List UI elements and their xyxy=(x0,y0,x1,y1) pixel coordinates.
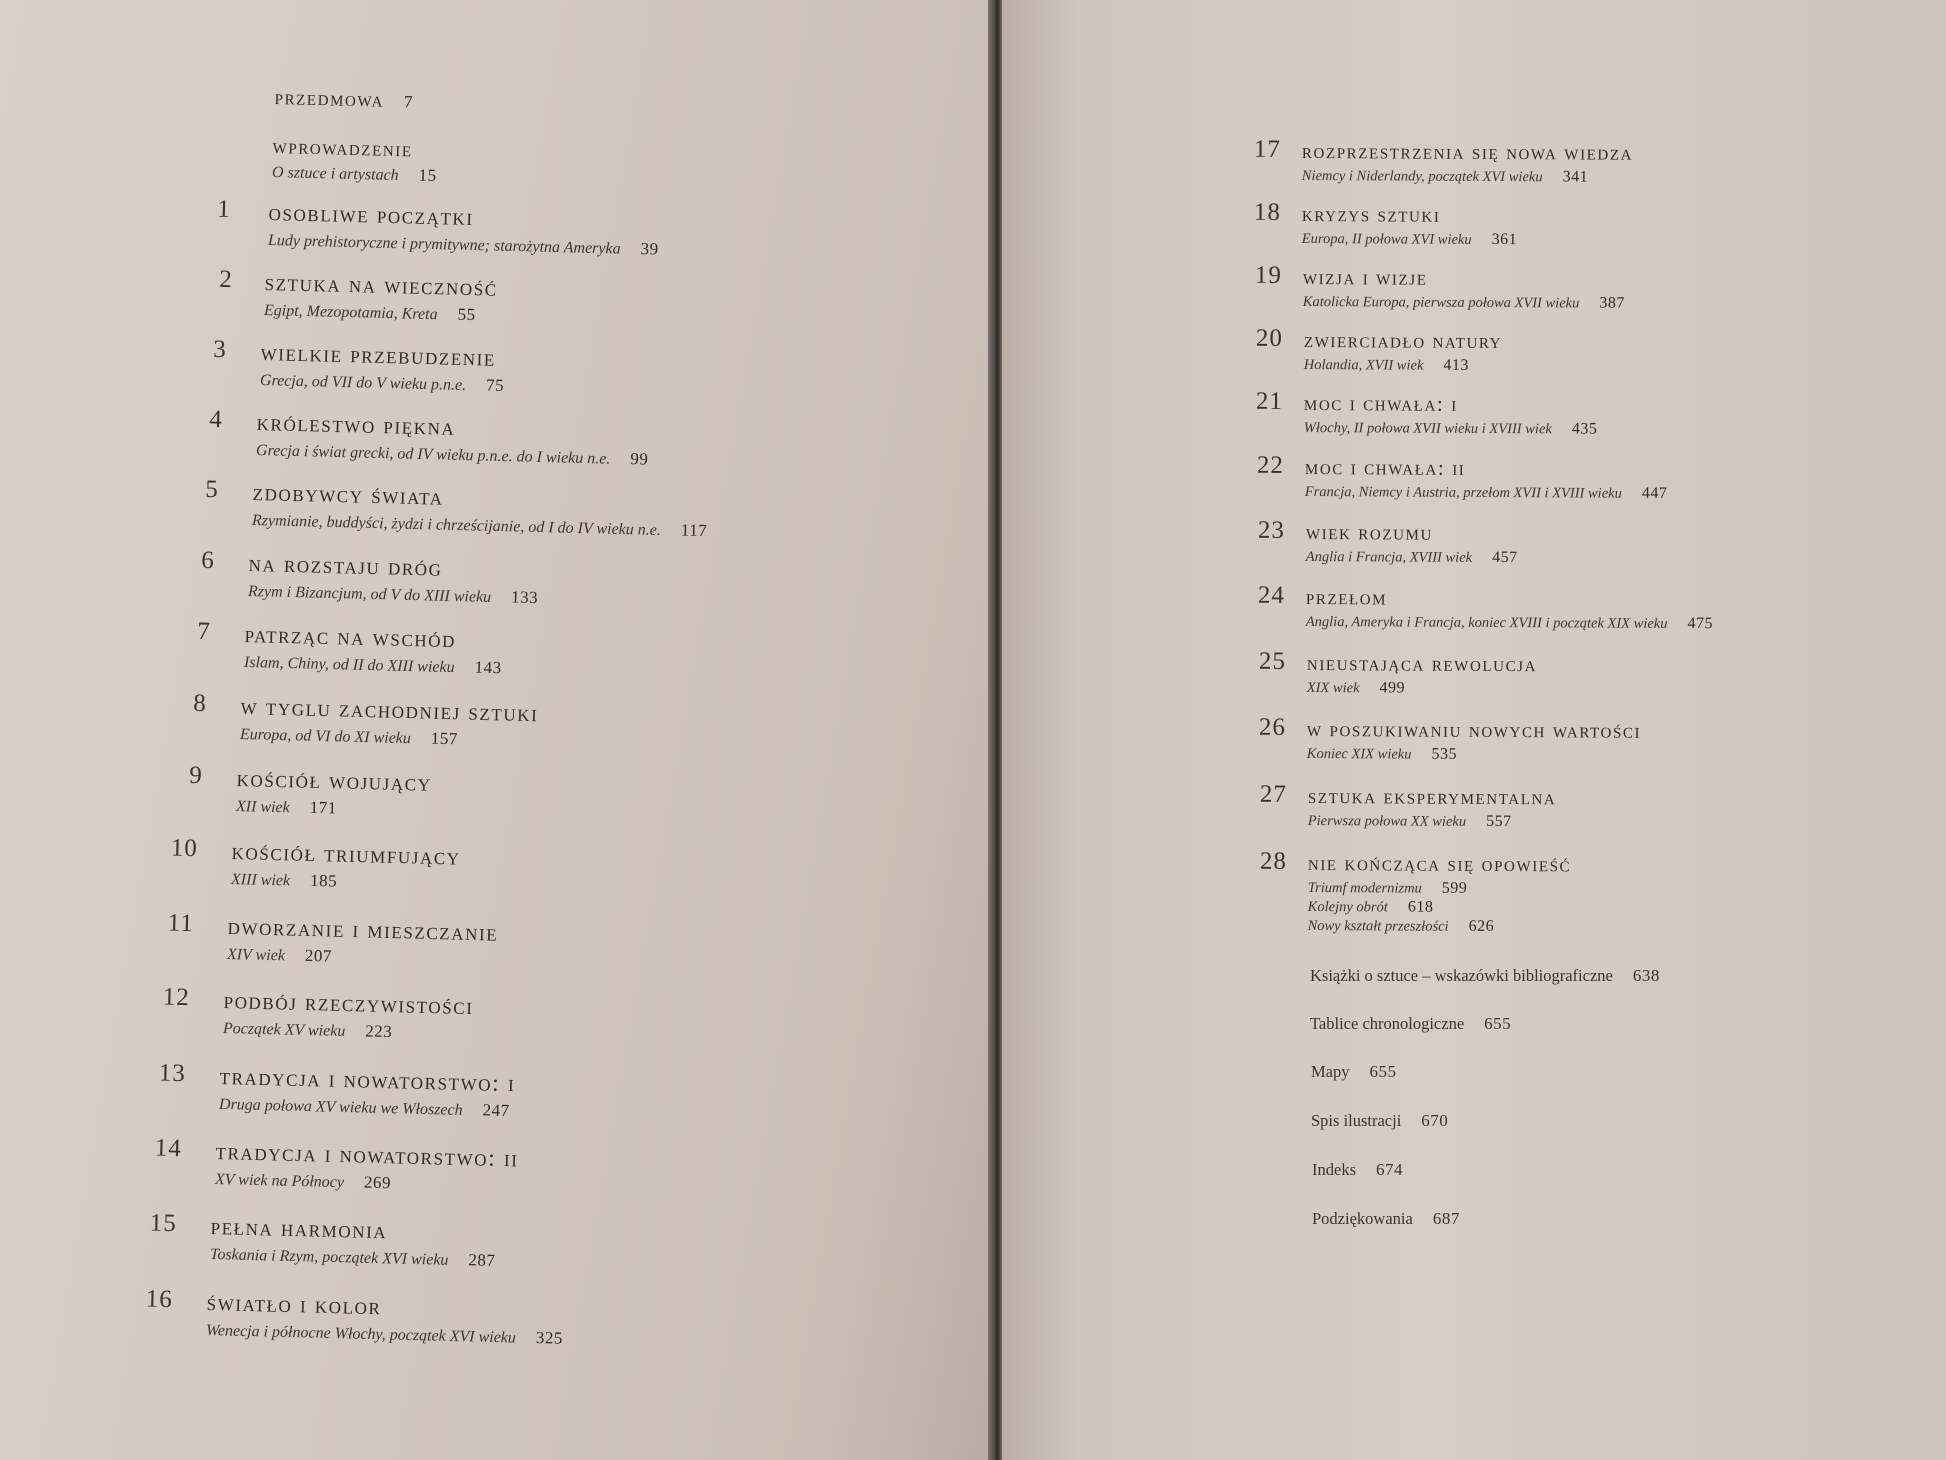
chapter-number: 23 xyxy=(1257,516,1286,544)
toc-entry xyxy=(218,265,499,326)
chapter-number: 17 xyxy=(1253,135,1282,163)
right-page xyxy=(1002,0,1946,1460)
chapter-number: 20 xyxy=(1255,324,1284,352)
chapter-number: 3 xyxy=(212,335,228,364)
entry-title: kościół wojujący xyxy=(236,766,432,797)
back-matter-item xyxy=(1312,1160,1403,1180)
entry-subtitle: Islam, Chiny, od II do XIII wieku xyxy=(243,653,455,677)
back-matter-title: Podziękowania xyxy=(1312,1209,1413,1228)
toc-entry xyxy=(1257,516,1518,567)
chapter-number: 1 xyxy=(216,195,232,224)
entry-title: nie kończąca się opowieść xyxy=(1307,851,1572,877)
entry-page: 475 xyxy=(1687,614,1714,633)
entry-title: kościół triumfujący xyxy=(231,839,462,871)
subsection-page: 626 xyxy=(1468,917,1495,935)
entry-title: patrząc na wschód xyxy=(244,622,457,654)
entry-subtitle: Koniec XIX wieku xyxy=(1306,745,1412,763)
entry-subtitle: XII wiek xyxy=(235,797,290,817)
entry-page: 499 xyxy=(1379,679,1406,697)
entry-page: 15 xyxy=(418,165,437,186)
back-matter-title: Książki o sztuce – wskazówki bibliograficzne xyxy=(1310,966,1613,985)
entry-title: osobliwe początki xyxy=(268,200,475,232)
entry-page: 171 xyxy=(309,797,337,818)
toc-entry xyxy=(1258,647,1538,698)
entry-title: kryzys sztuki xyxy=(1301,202,1441,227)
chapter-number: 15 xyxy=(149,1209,178,1238)
back-matter-item xyxy=(1311,1062,1397,1082)
chapter-number: 7 xyxy=(196,617,212,646)
entry-page: 133 xyxy=(510,587,539,608)
entry-subtitle: Holandia, XVII wiek xyxy=(1303,356,1424,374)
entry-page: 457 xyxy=(1492,548,1518,567)
entry-title: przedmowa xyxy=(274,84,385,112)
entry-title: przełom xyxy=(1305,585,1388,610)
chapter-number: 16 xyxy=(145,1285,174,1314)
entry-subtitle: Rzym i Bizancjum, od V do XIII wieku xyxy=(247,582,492,606)
entry-title: w tyglu zachodniej sztuki xyxy=(240,694,539,728)
entry-title: zwierciadło natury xyxy=(1303,328,1503,354)
entry-page: 413 xyxy=(1443,356,1469,374)
chapter-number: 9 xyxy=(188,761,204,790)
entry-title: rozprzestrzenia się nowa wiedza xyxy=(1301,139,1634,165)
entry-subtitle: XV wiek na Północy xyxy=(214,1170,345,1192)
subsection-line xyxy=(1308,879,1571,898)
toc-entry xyxy=(1259,780,1557,831)
toc-right xyxy=(1002,0,1946,1460)
subsection-page: 618 xyxy=(1407,898,1434,916)
entry-subtitle: Rzymianie, buddyści, żydzi i chrześcijanie, od I do IV wieku n.e. xyxy=(251,511,662,539)
chapter-number: 10 xyxy=(170,834,199,863)
entry-page: 185 xyxy=(309,870,338,891)
chapter-number: 26 xyxy=(1258,713,1287,741)
chapter-number: 25 xyxy=(1258,647,1287,675)
entry-title: podbój rzeczywistości xyxy=(223,988,474,1021)
toc-entry-28 xyxy=(1259,847,1572,936)
subsection-title: Kolejny obrót xyxy=(1307,898,1388,916)
entry-title: zdobywcy świata xyxy=(252,480,445,511)
entry-subtitle: Francja, Niemcy i Austria, przełom XVII i XVIII wieku xyxy=(1304,483,1622,502)
back-matter-page: 655 xyxy=(1484,1014,1512,1033)
entry-title: pełna harmonia xyxy=(210,1214,388,1245)
entry-page: 75 xyxy=(485,375,505,395)
toc-entry xyxy=(1255,324,1503,375)
entry-title: sztuka eksperymentalna xyxy=(1307,784,1557,810)
back-matter-item xyxy=(1310,1014,1511,1034)
chapter-number: 24 xyxy=(1257,581,1286,609)
back-matter-page: 638 xyxy=(1632,966,1660,985)
entry-title: nieustająca rewolucja xyxy=(1306,651,1538,677)
entry-subtitle: Grecja, od VII do V wieku p.n.e. xyxy=(259,371,467,395)
entry-subtitle: O sztuce i artystach xyxy=(271,163,399,185)
toc-entry xyxy=(154,1134,519,1196)
entry-title: tradycja i nowatorstwo: i xyxy=(219,1064,516,1098)
chapter-number: 21 xyxy=(1255,387,1284,415)
chapter-number: 27 xyxy=(1259,780,1288,808)
entry-title: wprowadzenie xyxy=(272,133,413,162)
entry-page: 157 xyxy=(430,728,459,749)
entry-title: moc i chwała: i xyxy=(1303,391,1458,416)
back-matter-page: 674 xyxy=(1376,1160,1403,1179)
entry-subtitle: Toskania i Rzym, początek XVI wieku xyxy=(209,1245,449,1269)
chapter-number: 18 xyxy=(1253,198,1282,226)
entry-subtitle: Pierwsza połowa XX wieku xyxy=(1307,812,1467,830)
chapter-number: 5 xyxy=(204,475,220,504)
entry-title: królestwo piękna xyxy=(256,410,456,441)
entry-subtitle: Anglia i Francja, XVIII wiek xyxy=(1305,548,1473,566)
entry-page: 7 xyxy=(403,92,414,112)
subsection-page: 599 xyxy=(1441,879,1468,897)
chapter-number: 13 xyxy=(158,1059,187,1088)
toc-entry xyxy=(145,1285,564,1349)
back-matter-title: Mapy xyxy=(1311,1062,1350,1081)
toc-entry-front-introduction xyxy=(272,133,438,186)
entry-title: sztuka na wieczność xyxy=(264,270,499,302)
entry-subtitle: Niemcy i Niderlandy, początek XVI wieku xyxy=(1301,167,1543,186)
entry-title: wiek rozumu xyxy=(1305,520,1434,545)
chapter-number: 14 xyxy=(154,1134,183,1163)
toc-entry xyxy=(1258,713,1642,765)
entry-subtitle: Włochy, II połowa XVII wieku i XVIII wiek xyxy=(1303,419,1552,438)
toc-entry xyxy=(1254,261,1625,313)
entry-page: 341 xyxy=(1562,168,1589,186)
chapter-number: 12 xyxy=(162,983,191,1012)
toc-entry xyxy=(1256,451,1668,503)
entry-page: 287 xyxy=(468,1250,496,1270)
entry-subtitle: Anglia, Ameryka i Francja, koniec XVIII i początek XIX wieku xyxy=(1305,613,1668,632)
entry-subtitle: Egipt, Mezopotamia, Kreta xyxy=(263,301,438,324)
entry-page: 99 xyxy=(630,449,649,469)
entry-title: wizja i wizje xyxy=(1302,265,1428,290)
entry-title: na rozstaju dróg xyxy=(248,551,443,582)
chapter-number: 8 xyxy=(192,689,208,718)
toc-entry xyxy=(158,1059,516,1121)
entry-subtitle: XIX wiek xyxy=(1306,679,1360,697)
toc-entry xyxy=(162,983,474,1044)
entry-title: tradycja i nowatorstwo: ii xyxy=(215,1139,519,1173)
entry-subtitle: Grecja i świat grecki, od IV wieku p.n.e. do I wieku n.e. xyxy=(255,441,611,468)
entry-subtitle: XIII wiek xyxy=(230,870,291,890)
toc-entry xyxy=(196,617,503,678)
entry-page: 117 xyxy=(680,520,708,541)
back-matter-title: Tablice chronologiczne xyxy=(1310,1014,1465,1033)
subsection-line xyxy=(1308,917,1571,936)
entry-page: 557 xyxy=(1486,812,1512,831)
toc-entry xyxy=(204,475,708,541)
entry-page: 361 xyxy=(1491,230,1518,249)
entry-page: 55 xyxy=(457,304,476,325)
entry-page: 223 xyxy=(365,1021,393,1042)
back-matter-page: 687 xyxy=(1432,1209,1460,1228)
entry-title: wielkie przebudzenie xyxy=(260,340,497,372)
back-matter-page: 655 xyxy=(1369,1062,1397,1081)
entry-subtitle: Europa, od VI do XI wieku xyxy=(239,725,412,748)
entry-page: 39 xyxy=(640,239,659,259)
back-matter-item xyxy=(1312,1209,1460,1229)
entry-subtitle: Ludy prehistoryczne i prymitywne; starożytna Ameryka xyxy=(267,231,621,258)
chapter-number: 6 xyxy=(200,546,216,575)
entry-page: 447 xyxy=(1641,484,1668,502)
back-matter-page: 670 xyxy=(1421,1111,1449,1130)
back-matter-title: Spis ilustracji xyxy=(1311,1111,1402,1130)
entry-page: 535 xyxy=(1431,745,1458,763)
subsection-title: Triumf modernizmu xyxy=(1307,879,1422,897)
chapter-number: 4 xyxy=(208,405,224,434)
entry-page: 247 xyxy=(482,1100,510,1121)
toc-entry xyxy=(200,546,539,608)
chapter-number: 22 xyxy=(1256,451,1285,479)
back-matter-title: Indeks xyxy=(1312,1160,1356,1179)
toc-entry xyxy=(188,761,432,821)
toc-entry xyxy=(1257,581,1714,633)
entry-subtitle: Początek XV wieku xyxy=(222,1019,346,1040)
toc-entry xyxy=(208,405,650,470)
back-matter-item xyxy=(1311,1111,1448,1131)
entry-subtitle: Wenecja i północne Włochy, początek XVI wieku xyxy=(205,1321,517,1347)
entry-page: 325 xyxy=(535,1328,564,1348)
entry-subtitle: XIV wiek xyxy=(226,945,286,965)
entry-title: moc i chwała: ii xyxy=(1304,455,1466,480)
entry-subtitle: Europa, II połowa XVI wieku xyxy=(1301,230,1472,248)
chapter-number: 11 xyxy=(167,909,195,938)
toc-entry xyxy=(1255,387,1598,439)
entry-page: 269 xyxy=(363,1172,392,1193)
toc-entry-front-preface xyxy=(274,84,413,113)
chapter-number: 19 xyxy=(1254,261,1283,289)
entry-title: światło i kolor xyxy=(206,1290,382,1321)
toc-entry xyxy=(149,1209,497,1271)
entry-page: 207 xyxy=(304,945,333,966)
toc-entry xyxy=(192,689,539,751)
subsection-title: Nowy kształt przeszłości xyxy=(1307,917,1449,935)
entry-title: dworzanie i mieszczanie xyxy=(227,914,499,947)
back-matter-item xyxy=(1310,966,1660,986)
chapter-number: 28 xyxy=(1259,847,1288,875)
subsection-line xyxy=(1308,898,1571,917)
toc-entry xyxy=(216,195,660,260)
toc-entry xyxy=(170,834,462,895)
toc-entry xyxy=(1253,198,1518,249)
entry-page: 143 xyxy=(474,657,502,678)
toc-entry xyxy=(212,335,505,396)
chapter-number: 2 xyxy=(218,265,234,294)
entry-subtitle: Druga połowa XV wieku we Włoszech xyxy=(218,1095,463,1119)
toc-entry xyxy=(167,909,499,971)
toc-entry xyxy=(1253,135,1634,187)
entry-title: w poszukiwaniu nowych wartości xyxy=(1306,717,1642,743)
entry-subtitle: Katolicka Europa, pierwsza połowa XVII wieku xyxy=(1302,293,1580,312)
entry-page: 387 xyxy=(1599,294,1625,312)
entry-page: 435 xyxy=(1571,420,1598,438)
